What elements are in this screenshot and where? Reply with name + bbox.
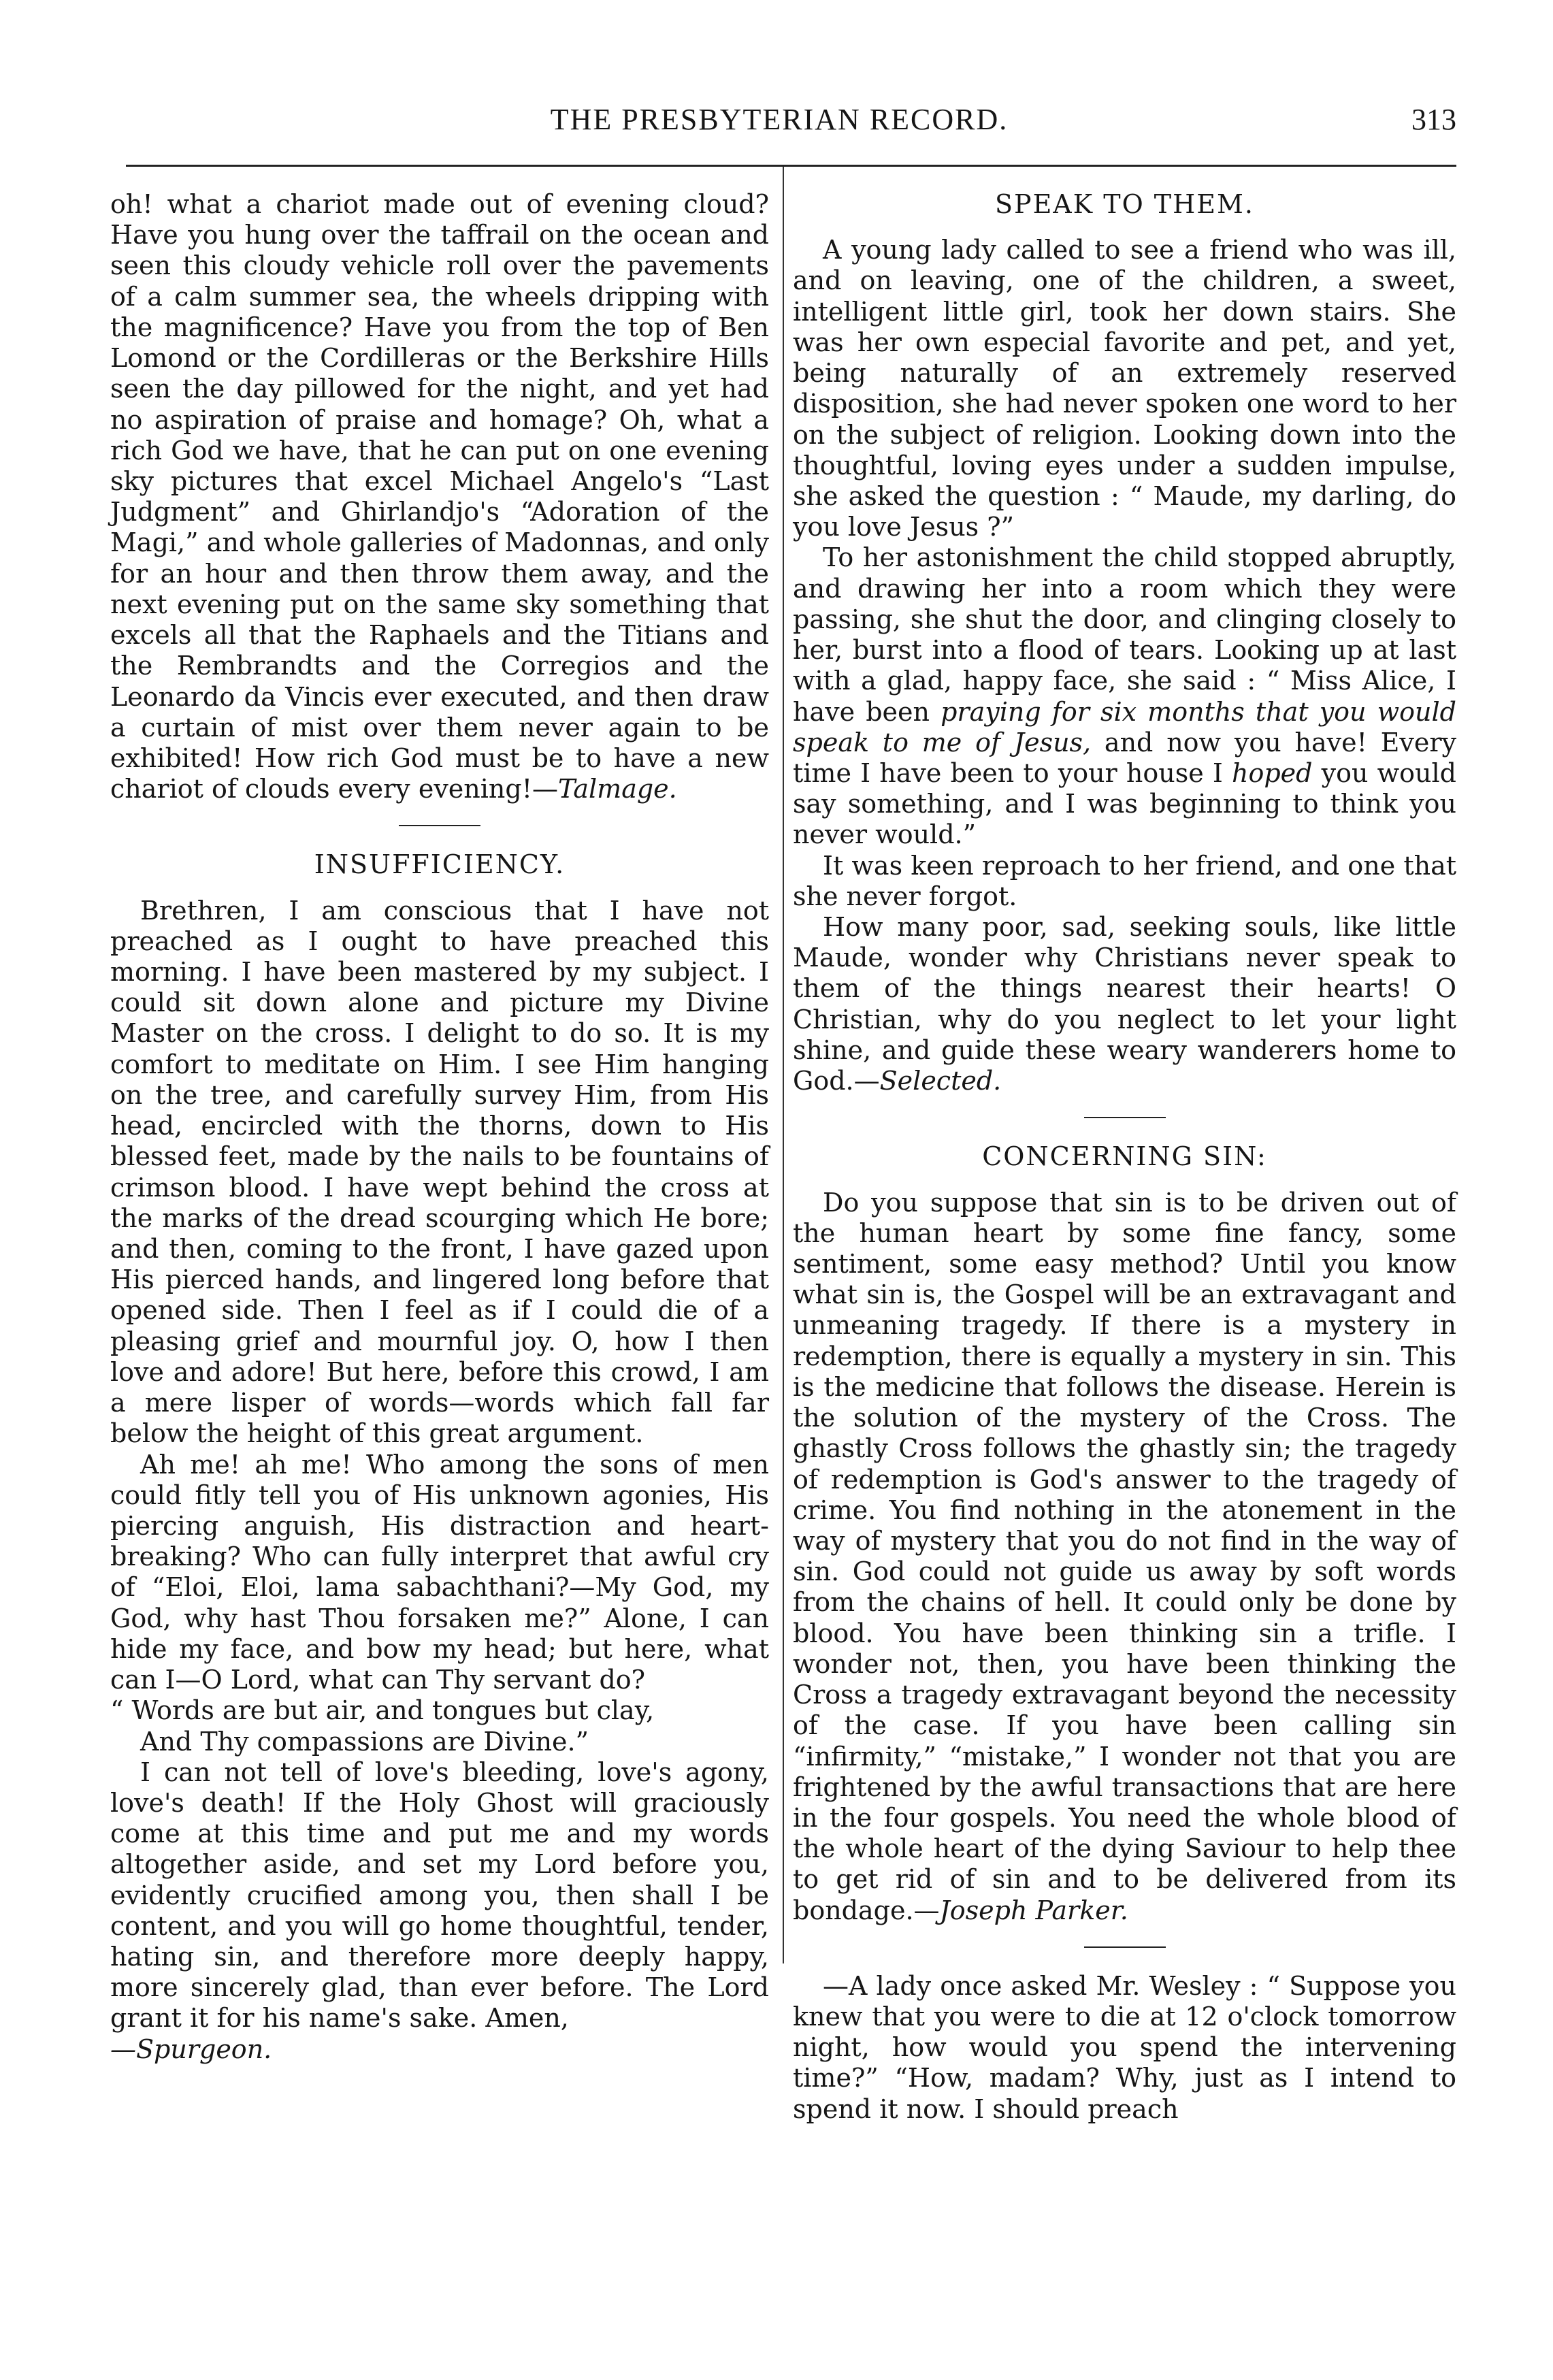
concerning-sin-article (793, 1141, 1456, 1925)
speak-paragraph-1: A young lady called to see a friend who was ill, and on leaving, one of the children, a sweet, intelligent little girl, took her down stairs. She was her own especial favorite and pet, and yet, being naturally of an extremely reserved disposition, she had never spoken one word to her on the subject of religion. Looking down into the thoughtful, loving eyes under a sudden impulse, she asked the question : “ Maude, my darling, do you love Jesus ?” (793, 235, 1456, 542)
running-title: THE PRESBYTERIAN RECORD. (550, 103, 1009, 136)
talmage-excerpt (110, 189, 769, 804)
talmage-text: oh! what a chariot made out of evening cloud? Have you hung over the taffrail on the ocean and seen this cloudy vehicle roll over the pavements of a calm summer sea, the wheels dripping with the magnificence? Have you from the top of Ben Lomond or the Cordilleras or the Berkshire Hills seen the day pillowed for the night, and yet had no aspiration of praise and homage? Oh, what a rich God we have, that he can put on one evening sky pictures that excel Michael Angelo's “Last Judgment” and Ghirlandjo's “Adoration of the Magi,” and whole galleries of Madonnas, and only for an hour and then throw them away, and the next evening put on the same sky something that excels all that the Raphaels and the Titians and the Rembrandts and the Corregios and the Leonardo da Vincis ever executed, and then draw a curtain of mist over them never again to be exhibited! How rich God must be to have a new chariot of clouds every evening!— (110, 189, 769, 804)
section-separator (1084, 1117, 1166, 1118)
left-column (110, 189, 769, 2065)
speak-p2-italic-hoped: hoped (1232, 757, 1313, 788)
speak-paragraph-2 (793, 542, 1456, 850)
speak-p2-part-a: To her astonishment the child stopped abruptly, and drawing her into a room which they were passing, she shut the door, and clinging closely to her, burst into a flood of tears. Looking up at last with a glad, happy face, she said : “ Miss Alice, I have been (793, 542, 1456, 727)
insufficiency-paragraph-2: Ah me! ah me! Who among the sons of men could fitly tell you of His unknown agonies, His piercing anguish, His distraction and heart-breaking? Who can fully interpret that awful cry of “Eloi, Eloi, lama sabachthani?—My God, my God, why hast Thou forsaken me?” Alone, I can hide my face, and bow my head; but here, what can I—O Lord, what can Thy servant do? (110, 1449, 769, 1695)
concerning-sin-heading: CONCERNING SIN: (982, 1141, 1267, 1172)
spurgeon-signature: —Spurgeon. (110, 2034, 272, 2064)
right-column (793, 189, 1456, 2125)
parker-signature: Joseph Parker. (939, 1895, 1128, 1925)
verse-line-2: And Thy compassions are Divine.” (140, 1726, 589, 1757)
speak-to-them-article (793, 189, 1456, 1096)
column-divider (783, 167, 784, 1963)
concerning-sin-paragraph (793, 1188, 1456, 1926)
insufficiency-signature-line (110, 2034, 769, 2065)
verse-line-1: “ Words are but air, and tongues but clay, (110, 1695, 655, 1726)
speak-to-them-heading: SPEAK TO THEM. (994, 189, 1255, 219)
section-separator (399, 825, 480, 826)
section-separator (1084, 1946, 1166, 1948)
insufficiency-paragraph-1: Brethren, I am conscious that I have not preached as I ought to have preached this morning. I have been mastered by my subject. I could sit down alone and picture my Divine Master on the cross. I delight to do so. It is my comfort to meditate on Him. I see Him hanging on the tree, and carefully survey Him, from His head, encircled with the thorns, down to His blessed feet, made by the nails to be fountains of crimson blood. I have wept behind the cross at the marks of the dread scourging which He bore; and then, coming to the front, I have gazed upon His pierced hands, and lingered long before that opened side. Then I feel as if I could die of a pleasing grief and mournful joy. O, how I then love and adore! But here, before this crowd, I am a mere lisper of words—words which fall far below the height of this great argument. (110, 895, 769, 1449)
insufficiency-paragraph-3: I can not tell of love's bleeding, love's agony, love's death! If the Holy Ghost will graciously come at this time and put me and my words altogether aside, and set my Lord before you, evidently crucified among you, then shall I be content, and you will go home thoughtful, tender, hating sin, and therefore more deeply happy, more sincerely glad, than ever before. The Lord grant it for his name's sake. Amen, (110, 1757, 769, 2034)
talmage-paragraph (110, 189, 769, 804)
insufficiency-verse (110, 1695, 769, 1757)
concerning-sin-text: Do you suppose that sin is to be driven out of the human heart by some fine fancy, some sentiment, some easy method? Until you know what sin is, the Gospel will be an extravagant and unmeaning tragedy. If there is a mystery in redemption, there is equally a mystery in sin. This is the medicine that follows the disease. Herein is the solution of the mystery of the Cross. The ghastly Cross follows the ghastly sin; the tragedy of redemption is God's answer to the tragedy of crime. You find nothing in the atonement in the way of mystery that you do not find in the way of sin. God could not guide us away by soft words from the chains of hell. It could only be done by blood. You have been thinking sin a trifle. I wonder not, then, you have been thinking the Cross a tragedy extravagant beyond the necessity of the case. If you have been calling sin “infirmity,” “mistake,” I wonder not that you are frightened by the awful transactions that are here in the four gospels. You need the whole blood of the whole heart of the dying Saviour to help thee to get rid of sin and to be delivered from its bondage.— (793, 1187, 1456, 1925)
speak-paragraph-4 (793, 912, 1456, 1096)
speak-paragraph-3: It was keen reproach to her friend, and one that she never forgot. (793, 850, 1456, 911)
wesley-anecdote (793, 1971, 1456, 2125)
speak-p2-part-c: and now you have! Every time I have been to your house I (793, 727, 1457, 788)
wesley-paragraph: —A lady once asked Mr. Wesley : “ Suppose you knew that you were to die at 12 o'clock tomorrow night, how would you spend the intervening time?” “How, madam? Why, just as I intend to spend it now. I should preach (793, 1970, 1456, 2124)
selected-signature: Selected. (879, 1066, 1002, 1096)
insufficiency-article (110, 849, 769, 2065)
insufficiency-heading: INSUFFICIENCY. (314, 849, 566, 880)
header-rule (126, 165, 1456, 167)
speak-p2-part-e: you would say something, and I was beginning to think you never would.” (793, 757, 1456, 850)
page-number: 313 (1411, 103, 1456, 136)
talmage-signature: Talmage. (557, 774, 677, 804)
speak-p4-text: How many poor, sad, seeking souls, like little Maude, wonder why Christians never speak to them of the things nearest their hearts! O Christian, why do you neglect to let your light shine, and guide these weary wanderers home to God.— (793, 912, 1456, 1096)
speak-p2-italic-quote: praying for six months that you would speak to me of Jesus, (793, 696, 1456, 757)
page-header (102, 102, 1456, 150)
